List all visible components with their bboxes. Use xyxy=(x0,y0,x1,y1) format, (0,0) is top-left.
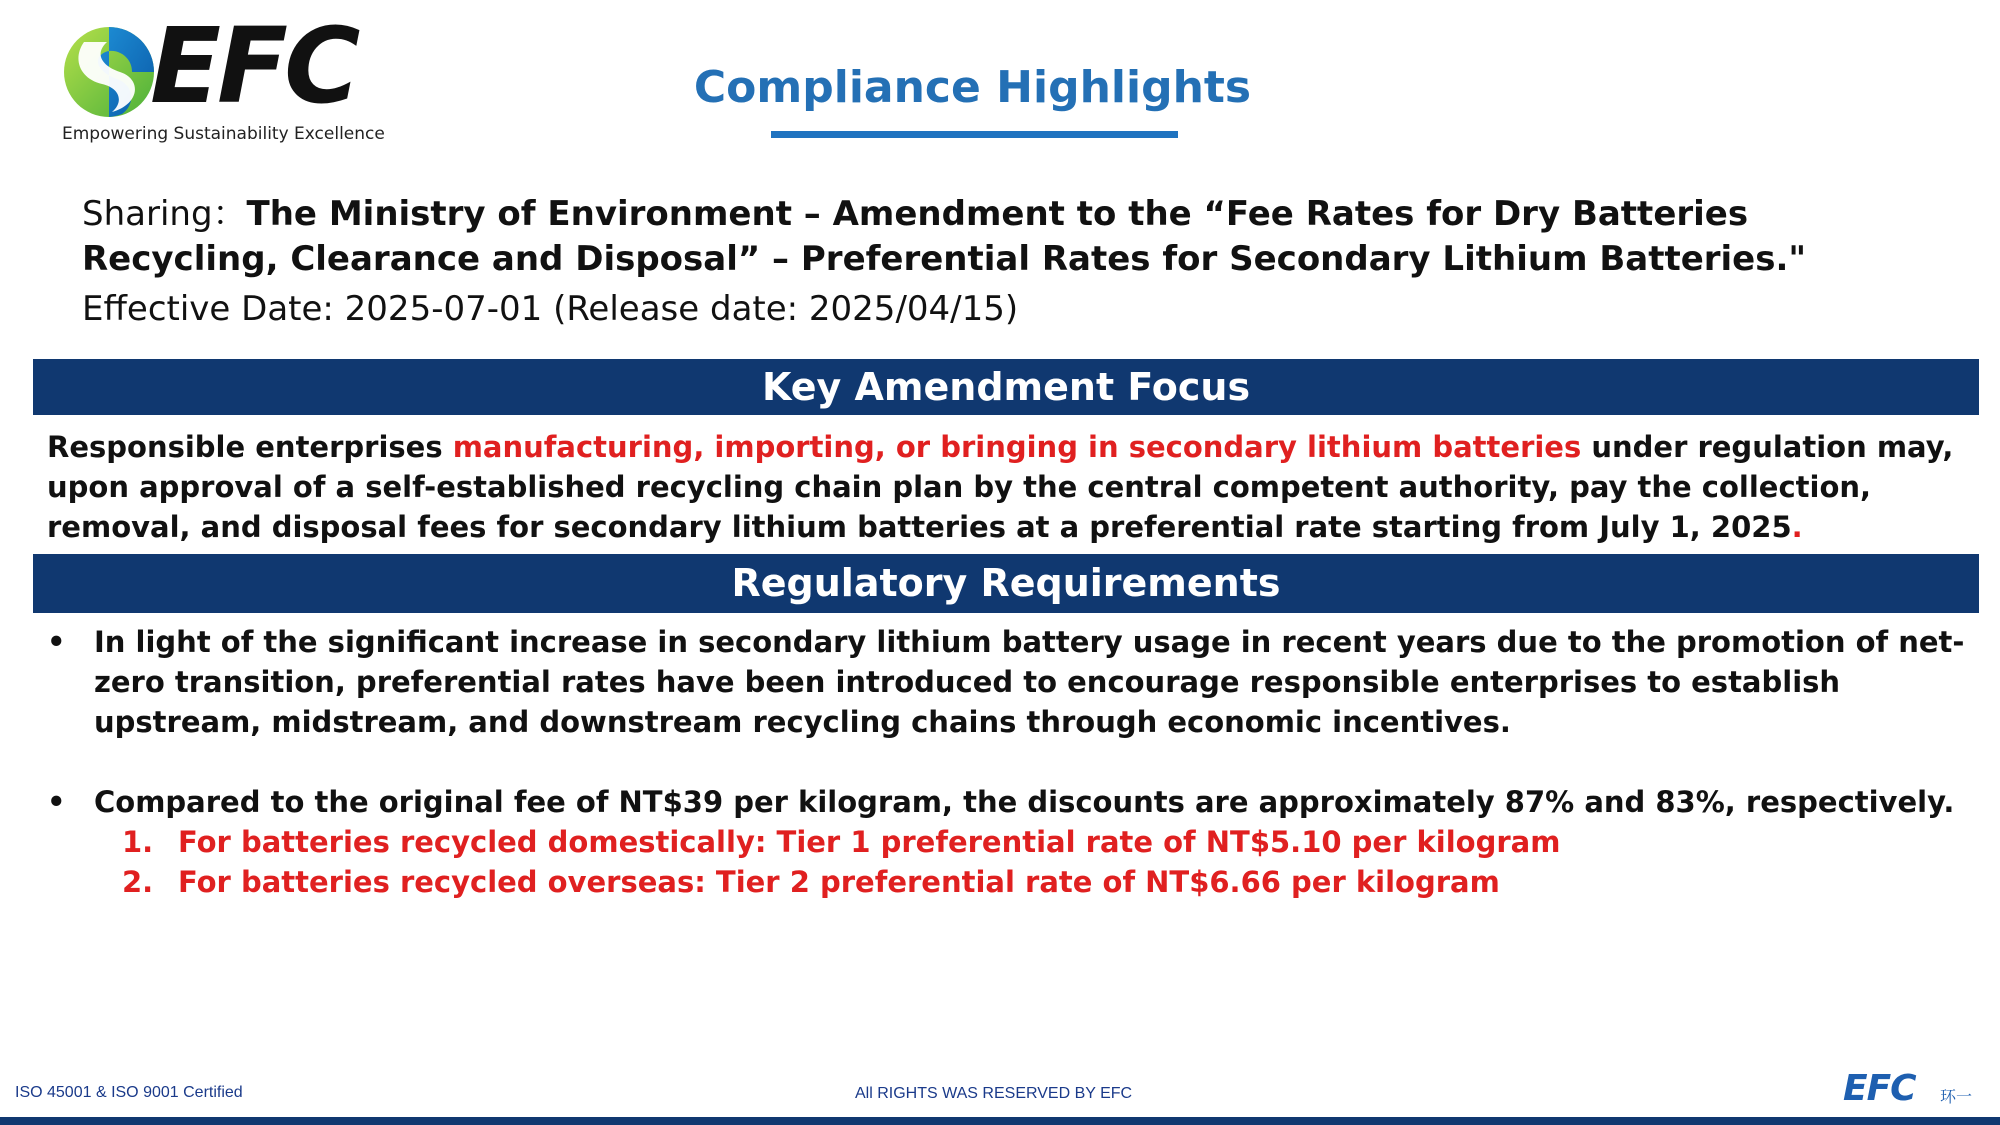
regulatory-heading: Regulatory Requirements xyxy=(33,554,1979,613)
item-number: 1. xyxy=(122,825,154,859)
list-item xyxy=(47,782,1967,822)
footer-rights: All RIGHTS WAS RESERVED BY EFC xyxy=(855,1085,1133,1102)
footer-logo-subtext: 环一 xyxy=(1940,1087,1973,1106)
key-text-highlight: manufacturing, importing, or bringing in secondary lithium batteries xyxy=(452,430,1582,464)
sharing-separator: ： xyxy=(212,194,247,234)
bullet-mark: • xyxy=(47,785,66,819)
sharing-topic: The Ministry of Environment – Amendment to the “Fee Rates for Dry Batteries Recycling, Clearance and Disposal” – Preferential Rates for Secondary Lithium Batteries." xyxy=(82,194,1807,279)
footer-logo: EFC xyxy=(1843,1068,1916,1109)
logo-tagline: Empowering Sustainability Excellence xyxy=(62,124,385,144)
key-amendment-heading: Key Amendment Focus xyxy=(33,359,1979,415)
list-item xyxy=(122,822,1967,862)
sharing-text xyxy=(82,192,1942,282)
sharing-label: Sharing xyxy=(82,194,213,234)
effective-date: Effective Date: 2025-07-01 (Release date: 2025/04/15) xyxy=(82,289,1019,329)
item-text: For batteries recycled overseas: Tier 2 preferential rate of NT$6.66 per kilogram xyxy=(178,865,1500,899)
key-text-after: under regulation may, upon approval of a self-established recycling chain plan by the central competent authority, pay the collection, removal, and disposal fees for secondary lithium batteries at a preferential rate starting from July 1, 2025 xyxy=(47,430,1954,544)
key-text-end: . xyxy=(1791,510,1803,544)
list-item xyxy=(47,622,1967,742)
title-underline xyxy=(771,131,1178,138)
logo-brand-text: EFC xyxy=(150,5,357,127)
page-title: Compliance Highlights xyxy=(693,62,1252,113)
item-number: 2. xyxy=(122,865,154,899)
item-text: For batteries recycled domestically: Tier 1 preferential rate of NT$5.10 per kilogram xyxy=(178,825,1561,859)
footer-strip xyxy=(0,1117,2000,1125)
footer-certification: ISO 45001 & ISO 9001 Certified xyxy=(15,1084,243,1101)
list-item xyxy=(122,862,1967,902)
key-text-before: Responsible enterprises xyxy=(47,430,453,464)
bullet-text: In light of the significant increase in secondary lithium battery usage in recent years due to the promotion of net-zero transition, preferential rates have been introduced to encourage responsible enterprises to establish upstream, midstream, and downstream recycling chains through economic incentives. xyxy=(94,625,1965,739)
bullet-mark: • xyxy=(47,625,66,659)
bullet-text: Compared to the original fee of NT$39 per kilogram, the discounts are approximately 87% and 83%, respectively. xyxy=(94,785,1955,819)
regulatory-list xyxy=(47,622,1967,902)
key-amendment-paragraph xyxy=(47,427,1967,547)
